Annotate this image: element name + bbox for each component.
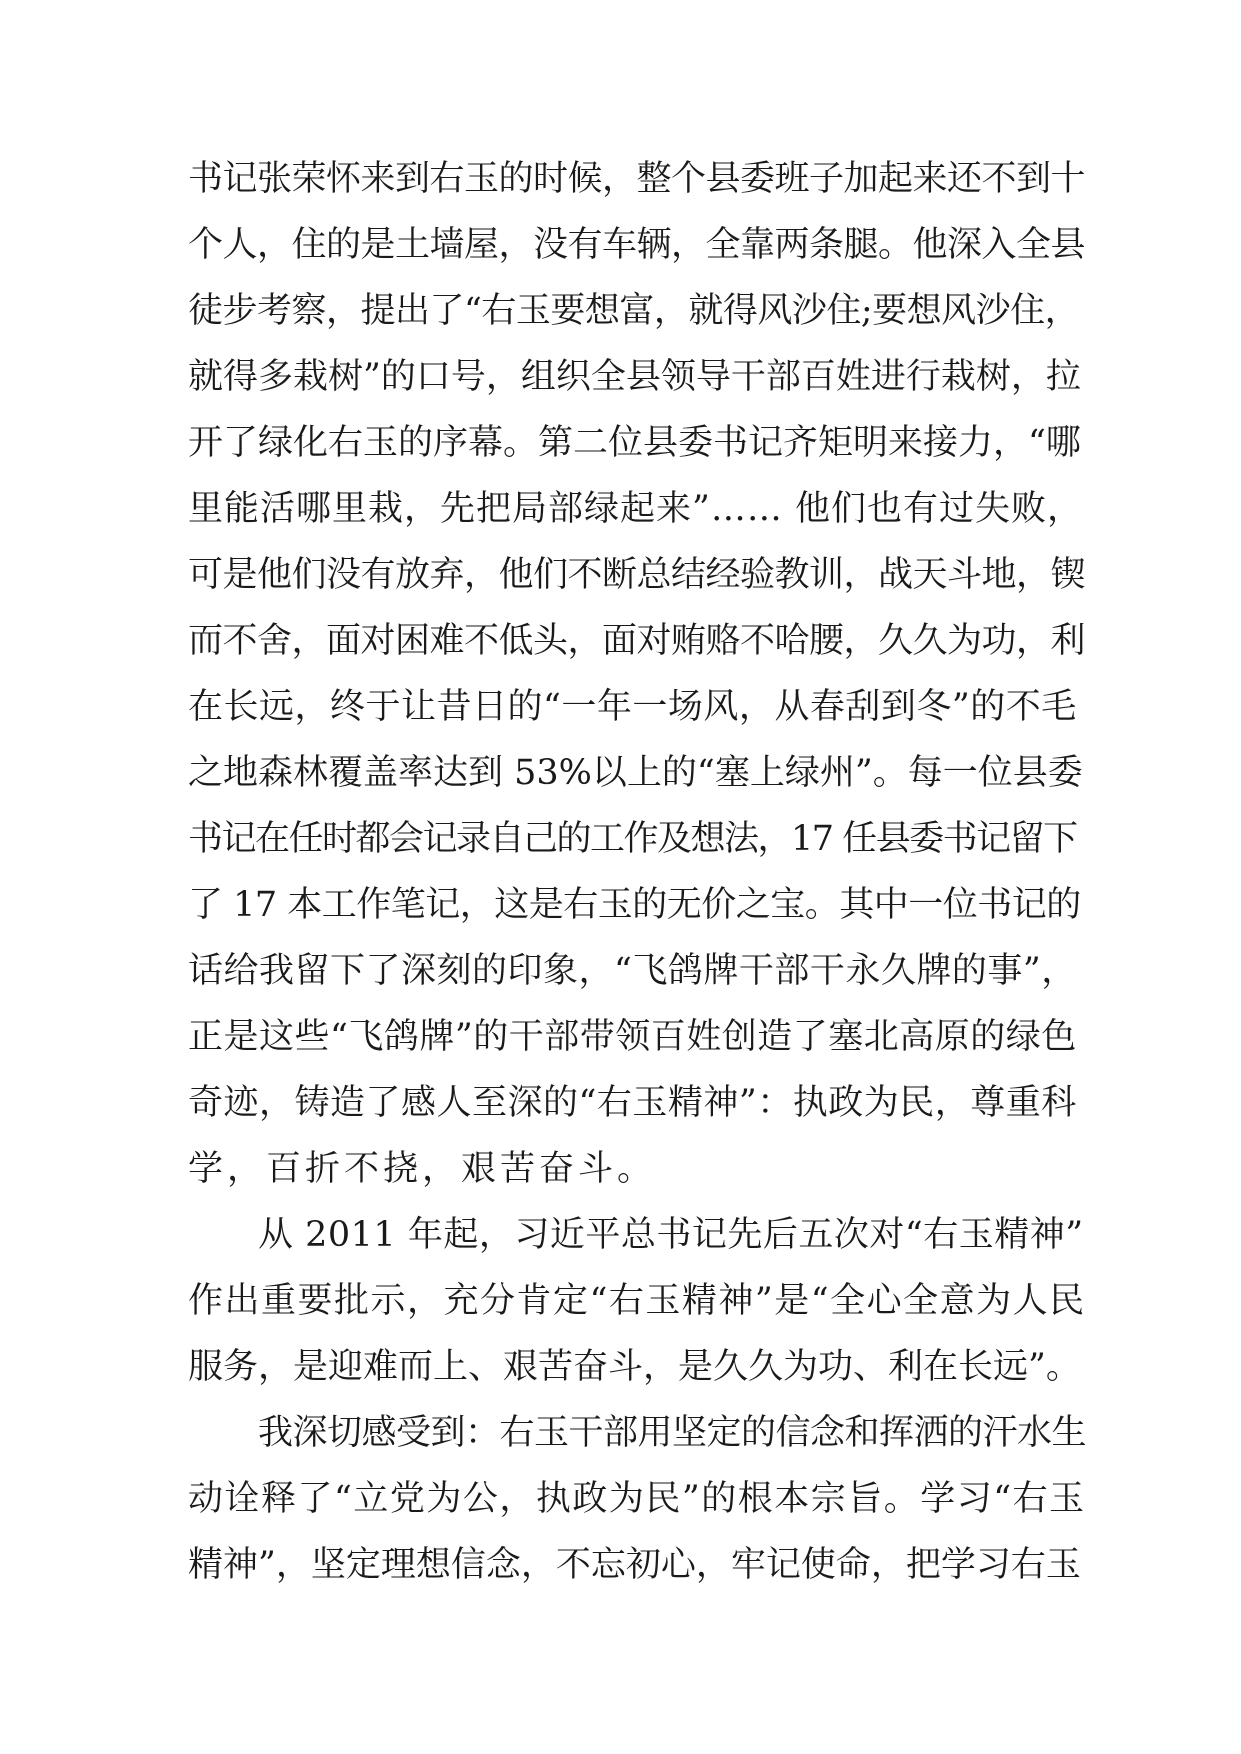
text-line: 作出重要批示，充分肯定“右玉精神”是“全心全意为人民 [188,1281,1086,1321]
body-text [188,146,1088,1598]
text-line: 书记张荣怀来到右玉的时候，整个县委班子加起来还不到十 [188,159,1086,199]
text-line: 了 17 本工作笔记，这是右玉的无价之宝。其中一位书记的 [188,885,1081,925]
text-line: 就得多栽树”的口号，组织全县领导干部百姓进行栽树，拉 [188,357,1081,397]
paragraph-first-line: 我深切感受到：右玉干部用坚定的信念和挥洒的汗水生 [258,1413,1087,1453]
text-line: 正是这些“飞鸽牌”的干部带领百姓创造了塞北高原的绿色 [188,1017,1077,1057]
text-line: 徒步考察，提出了“右玉要想富，就得风沙住;要想风沙住， [188,291,1080,331]
text-line: 精神”，坚定理想信念，不忘初心，牢记使命，把学习右玉 [188,1545,1081,1585]
text-line: 书记在任时都会记录自己的工作及想法，17 任县委书记留下 [188,819,1077,859]
text-line: 在长远，终于让昔日的“一年一场风，从春刮到冬”的不毛 [188,687,1077,727]
text-line: 之地森林覆盖率达到 53%以上的“塞上绿州”。每一位县委 [188,753,1083,793]
text-line: 开了绿化右玉的序幕。第二位县委书记齐矩明来接力，“哪 [188,423,1081,463]
text-line: 动诠释了“立党为公，执政为民”的根本宗旨。学习“右玉 [188,1479,1086,1519]
text-line: 里能活哪里栽，先把局部绿起来”…… 他们也有过失败， [188,489,1084,529]
text-line: 个人，住的是土墙屋，没有车辆，全靠两条腿。他深入全县 [188,225,1086,265]
paragraph-first-line: 从 2011 年起，习近平总书记先后五次对“右玉精神” [258,1215,1084,1255]
text-line: 学，百折不挠，艰苦奋斗。 [188,1149,657,1189]
text-line: 可是他们没有放弃，他们不断总结经验教训，战天斗地，锲 [188,555,1086,595]
text-line: 而不舍，面对困难不低头，面对贿赂不哈腰，久久为功，利 [188,621,1086,661]
text-line: 话给我留下了深刻的印象，“飞鸽牌干部干永久牌的事”， [188,951,1077,991]
text-line: 服务，是迎难而上、艰苦奋斗，是久久为功、利在长远”。 [188,1347,1081,1387]
text-line: 奇迹，铸造了感人至深的“右玉精神”：执政为民，尊重科 [188,1083,1077,1123]
